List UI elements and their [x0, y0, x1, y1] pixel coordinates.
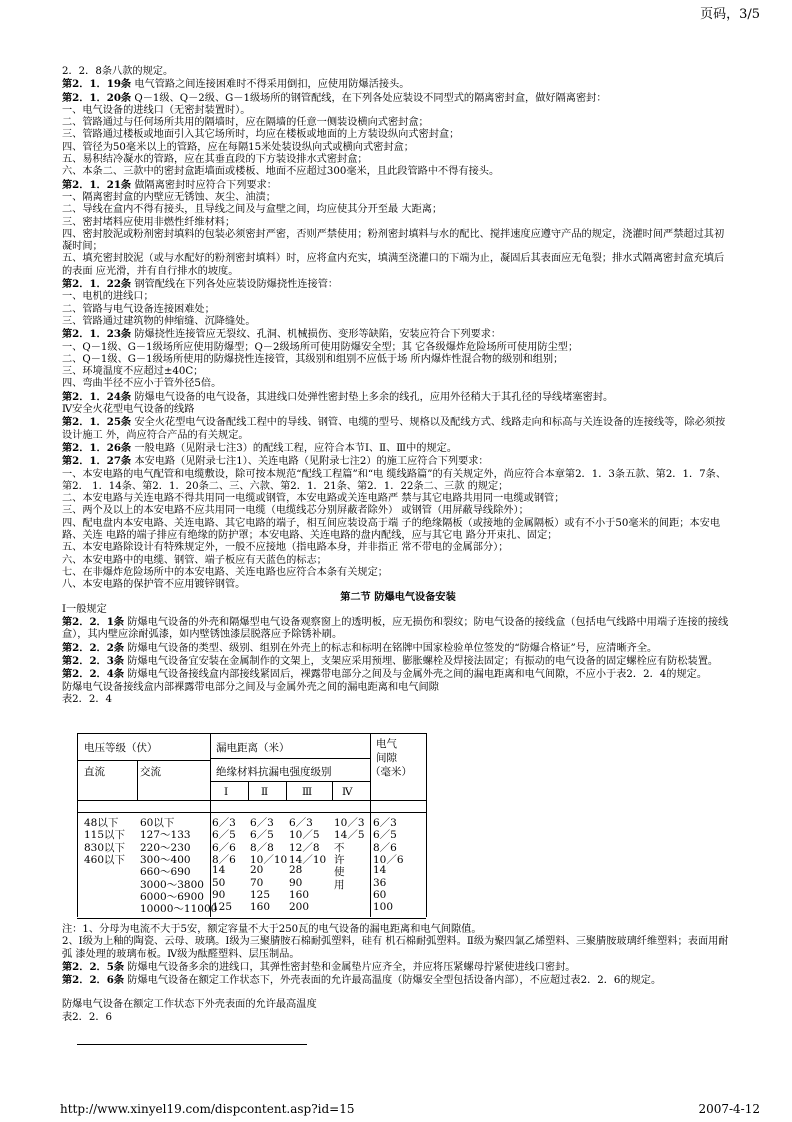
table-cell: 160 [250, 901, 271, 914]
article-number: 第2．2．3条 [62, 654, 125, 667]
table-cell: 6／3 [373, 817, 397, 829]
header-ac: 交流 [140, 766, 161, 778]
article [62, 92, 734, 105]
article-text: 防爆电气设备在额定工作状态下，外壳表面的允许最高温度（防爆安全型包括设备内部），不应超过表2．2．6的规定。 [124, 975, 662, 987]
text-line: 四、弯曲半径不应小于管外径5倍。 [62, 378, 222, 390]
table-cell: 20 [250, 864, 264, 877]
text-line: 一、电机的进线口； [62, 291, 154, 303]
article-number: 第2．1．19条 [62, 78, 132, 91]
article [62, 179, 734, 192]
table-cell: 660～690 [140, 866, 191, 879]
article-text: 防爆电气设备接线盒内部接线紧固后，裸露带电部分之间及与金属外壳之间的漏电距离和电气间隙，不应小于表2．2．4的规定。 [124, 669, 708, 681]
article-text: 一般电路（见附录七注3）的配线工程，应符合本节Ⅰ、Ⅱ、Ⅲ中的规定。 [131, 442, 458, 454]
article [62, 328, 734, 341]
text-line: 一、本安电路的电气配管和电缆敷设，除可按本规范“配线工程篇”和“电 缆线路篇”的有关规定外，尚应符合本章第2．1．3条五款、第2．1．7条、第2． 1．14条、第2．1．20条二、三、六款、第2．1．21条、第2．1．22条二、三款 的规定； [62, 468, 727, 492]
document-body [62, 66, 734, 706]
header-grade: 绝缘材料抗漏电强度级别 [216, 766, 332, 778]
table-cell: 60以下 [140, 817, 175, 829]
text-line: 六、本安电路中的电缆、钢管、端子板应有天蓝色的标志； [62, 554, 327, 566]
text-line: 七、在非爆炸危险场所中的本安电路、关连电路也应符合本条有关规定； [62, 566, 388, 578]
table-cell: 200 [289, 901, 310, 914]
text-line: 一、Q－1级、G－1级场所应使用防爆型；Q－2级场所可使用防爆安全型；其 它各级爆炸危险场所可使用防尘型； [62, 341, 579, 353]
article-number: 第2．1．26条 [62, 441, 132, 454]
table-cell: 6／3 [250, 817, 274, 829]
table-cell: 3000～3800 [140, 878, 204, 891]
header-grade-4: Ⅳ [342, 786, 353, 798]
article [62, 655, 734, 668]
text-line: 三、管路通过楼板或地面引入其它场所时，均应在楼板或地面的上方装设纵向式密封盒； [62, 129, 460, 141]
text-line: 三、密封堵料应使用非燃性纤维材料； [62, 216, 236, 228]
table-cell: 8／6 [212, 853, 236, 866]
table-cell: 48以下 [84, 817, 119, 829]
article-text: Q－1级、Q－2级、G－1级场所的钢管配线，在下列各处应装设不同型式的隔离密封盒，做好隔离密封： [131, 92, 607, 104]
header-grade-2: Ⅱ [261, 786, 269, 798]
table-cell: 60 [373, 888, 387, 901]
text-line: 二、导线在盒内不得有接头，且导线之间及与盒壁之间，均应使其分开至最 大距离； [62, 204, 443, 216]
header-creepage: 漏电距离（米） [216, 742, 290, 754]
text-line: 四、管径为50毫米以上的管路，应在每隔15米处装设纵向式或横向式密封盒； [62, 141, 414, 153]
subsection-heading: Ⅳ安全火花型电气设备的线路 [62, 404, 195, 416]
table-cell: 160 [289, 888, 310, 901]
article-text: 安全火花型电气设备配线工程中的导线、钢管、电缆的型号、规格以及配线方式、线路走向和标高与关连设备的连接线等，除必须按设计施工 外，尚应符合产品的有关规定。 [62, 417, 726, 441]
text-line: 一、电气设备的进线口（无密封装置时）。 [62, 104, 251, 116]
table-caption: 防爆电气设备接线盒内部裸露带电部分之间及与金属外壳之间的漏电距离和电气间隙 [62, 681, 439, 693]
page-date: 2007-4-12 [698, 1102, 760, 1116]
table-rule [77, 800, 426, 801]
text-line: 三、管路通过建筑物的伸缩缝、沉降缝处。 [62, 315, 256, 327]
table-cell: 10000～11000 [140, 903, 218, 916]
article [62, 78, 734, 91]
article-text: 电气管路之间连接困难时不得采用倒扣，应使用防爆活接头。 [131, 79, 410, 91]
text-line: 四、配电盘内本安电路、关连电路、其它电路的端子，相互间应装设高于端 子的绝缘隔板（或接地的金属隔板）或有不小于50毫米的间距；本安电路、关连 电路的端子排应有绝缘的防护罩；本安电路、关连电路的盘内配线，应与其它电 路分开束扎、固定； [62, 517, 721, 541]
table-cell: 6／3 [212, 817, 236, 829]
table-cell: 许 [334, 853, 345, 866]
header-clearance: 间隙 [376, 752, 397, 764]
article-number: 第2．2．6条 [62, 974, 125, 987]
table-cell: 8／6 [373, 841, 397, 854]
table-cell: 14 [212, 864, 226, 877]
article [62, 961, 734, 974]
article [62, 974, 734, 987]
article-number: 第2．2．2条 [62, 641, 125, 654]
table-cell: 14／5 [334, 829, 365, 842]
article-text: 做隔离密封时应符合下列要求： [131, 179, 277, 191]
article-text: 防爆电气设备宜安装在金属制作的文架上，支架应采用预埋、膨胀螺栓及焊接法固定；有振动的电气设备的固定螺栓应有防松装置。 [124, 655, 719, 667]
article-text: 防爆电气设备多余的进线口，其弹性密封垫和金属垫片应齐全，并应将压紧螺母拧紧使进线口密封。 [124, 961, 576, 973]
article-text: 防爆电气设备的外壳和隔爆型电气设备观察窗上的透明板，应无损伤和裂纹；防电气设备的接线盒（包括电气线路中用端子连接的接线盒），其内壁应涂耐弧漆，如内壁锈蚀漆层脱落应予除锈补刷。 [62, 617, 729, 641]
table-cell: 10／6 [373, 853, 404, 866]
table-cell: 100 [373, 901, 394, 914]
table-number: 表2．2．6 [62, 1011, 113, 1023]
text-line: 六、本条二、三款中的密封盒距墙面或楼板、地面不应超过300毫米，且此段管路中不得有接头。 [62, 166, 500, 178]
table-cell: 6000～6900 [140, 890, 204, 903]
table-cell: 220～230 [140, 841, 191, 854]
table-cell: 125 [250, 888, 271, 901]
text-line: 五、填充密封胶泥（或与水配好的粉剂密封填料）时，应将盒内充实，填满至浇灌口的下端为止，凝固后其表面应无龟裂；排水式隔离密封盒充填后的表面 应光滑，并有自行排水的坡度。 [62, 253, 725, 277]
table-cell: 90 [212, 888, 226, 901]
article-number: 第2．2．1条 [62, 616, 125, 629]
table-cell: 14／10 [289, 853, 327, 866]
table-cell: 90 [289, 876, 303, 889]
table-cell: 115以下 [84, 829, 126, 842]
text-line: 二、管路与电气设备连接困难处； [62, 303, 215, 315]
header-grade-1: Ⅰ [224, 786, 229, 798]
table-note: 2、Ⅰ级为上釉的陶瓷、云母、玻璃。Ⅰ级为三聚腈胺石棉耐弧塑料，硅有 机石棉耐弧塑料。Ⅱ级为聚四氯乙烯塑料、三聚腈胺玻璃纤维塑料；表面用耐弧 漆处理的玻璃布板。Ⅳ级为酞醛塑料、层压制品。 [62, 936, 729, 960]
article-number: 第2．1．23条 [62, 328, 132, 341]
table-number: 表2．2．4 [62, 693, 113, 705]
text-line: 三、两个及以上的本安电路不应共用同一电缆（电缆线芯分别屏蔽者除外） 或钢管（用屏蔽导线除外）； [62, 505, 529, 517]
article [62, 616, 734, 642]
text-line: 二、Q－1级、G－1级场所使用的防爆挠性连接管，其级别和组别不应低于场 所内爆炸性混合物的级别和组别； [62, 353, 564, 365]
table-cell: 36 [373, 876, 387, 889]
article-text: 防爆电气设备的类型、级别、组别在外壳上的标志和标明在铭牌中国家检验单位签发的“防爆合格证”号，应清晰齐全。 [124, 642, 658, 654]
table-rule [210, 781, 370, 782]
table-cell: 830以下 [84, 841, 126, 854]
article-number: 第2．1．24条 [62, 390, 132, 403]
article-number: 第2．1．25条 [62, 416, 132, 429]
table-note: 注：1、分母为电流不大于5安，额定容量不大于250瓦的电气设备的漏电距离和电气间隙值。 [62, 924, 482, 935]
table-cell: 6／5 [250, 829, 274, 842]
text-line: 2．2．8条八款的规定。 [62, 66, 174, 77]
table-rule [137, 760, 138, 800]
table-rule [286, 781, 287, 800]
text-line: 二、管路通过与任何场所共用的隔墙时，应在隔墙的任意一侧装设横向式密封盒； [62, 117, 429, 129]
article-number: 第2．2．5条 [62, 960, 125, 973]
table-caption: 防爆电气设备在额定工作状态下外壳表面的允许最高温度 [62, 999, 317, 1011]
table-cell: 127～133 [140, 829, 191, 842]
article [62, 416, 734, 442]
header-clearance: （毫米） [370, 766, 412, 778]
text-line: 三、环境温度不应超过±40C； [62, 366, 204, 378]
article-number: 第2．1．27条 [62, 455, 132, 468]
article-text: 本安电路（见附录七注1）、关连电路（见附录七注2）的施工应符合下列要求： [131, 456, 489, 468]
table-cell: 12／8 [289, 841, 320, 854]
header-dc: 直流 [84, 766, 105, 778]
article-number: 第2．1．20条 [62, 91, 132, 104]
table-rule [210, 758, 370, 759]
text-line: 一、隔离密封盒的内壁应无锈蚀、灰尘、油渍； [62, 191, 276, 203]
table-cell: 28 [289, 864, 303, 877]
article-text: 防爆电气设备的电气设备，其进线口处弹性密封垫上多余的线孔，应用外径稍大于其孔径的导线堵塞密封。 [131, 391, 614, 403]
header-voltage: 电压等级（伏） [84, 742, 158, 754]
table-2-2-6-top-rule [77, 1044, 307, 1045]
table-cell: 125 [212, 901, 233, 914]
document-body-continued [62, 924, 734, 1024]
page-url: http://www.xinyel19.com/dispcontent.asp?id=15 [60, 1102, 355, 1116]
table-cell: 10／3 [334, 817, 365, 829]
header-grade-3: Ⅲ [302, 786, 313, 798]
article-number: 第2．1．22条 [62, 278, 132, 291]
article [62, 455, 734, 468]
table-cell: 70 [250, 876, 264, 889]
table-rule [370, 733, 371, 917]
table-cell: 6／3 [289, 817, 313, 829]
table-rule [210, 733, 211, 917]
article-text: 钢管配线在下列各处应装设防爆挠性连接管： [131, 279, 339, 291]
article-number: 第2．2．4条 [62, 668, 125, 681]
subsection-heading: Ⅰ一般规定 [62, 603, 107, 615]
article [62, 278, 734, 291]
table-cell: 8／8 [250, 841, 274, 854]
article [62, 391, 734, 404]
table-cell: 6／6 [212, 841, 236, 854]
text-line: 五、易积结冷凝水的管路，应在其垂直段的下方装设排水式密封盒； [62, 154, 368, 166]
table-cell: 10／10 [250, 853, 288, 866]
table-cell: 10／5 [289, 829, 320, 842]
table-cell: 6／5 [212, 829, 236, 842]
text-line: 八、本安电路的保护管不应用镀锌钢管。 [62, 579, 246, 591]
article [62, 668, 734, 681]
table-cell: 6／5 [373, 829, 397, 842]
header-clearance: 电气 [376, 738, 397, 750]
text-line: 二、本安电路与关连电路不得共用同一电缆或钢管，本安电路或关连电路严 禁与其它电路共用同一电缆或钢管； [62, 493, 565, 505]
table-cell: 用 [334, 878, 345, 891]
table-cell: 使 [334, 866, 345, 879]
text-line: 五、本安电路除设计有特殊规定外，一般不应接地（指电路本身，并非指正 常不带电的金属部分）； [62, 542, 509, 554]
table-rule [248, 781, 249, 800]
article-number: 第2．1．21条 [62, 178, 132, 191]
table-cell: 不 [334, 841, 345, 854]
text-line: 四、密封胶泥或粉剂密封填料的包装必须密封严密，否则严禁使用；粉剂密封填料与水的配比、搅拌速度应遵守产品的规定，浇灌时间严禁超过其初凝时间； [62, 228, 725, 253]
article [62, 442, 734, 455]
table-rule [426, 733, 427, 917]
table-rule [332, 781, 333, 800]
table-cell: 14 [373, 864, 387, 877]
table-rule [77, 760, 210, 761]
section-heading: 第二节 防爆电气设备安装 [340, 591, 456, 604]
table-cell: 300～400 [140, 853, 191, 866]
table-rule [77, 812, 426, 813]
article-text: 防爆挠性连接管应无裂纹、孔洞、机械损伤、变形等缺陷，安装应符合下列要求： [131, 329, 502, 341]
table-cell: 460以下 [84, 853, 126, 866]
table-cell: 50 [212, 876, 226, 889]
article [62, 642, 734, 655]
page-number: 页码，3/5 [700, 7, 760, 22]
